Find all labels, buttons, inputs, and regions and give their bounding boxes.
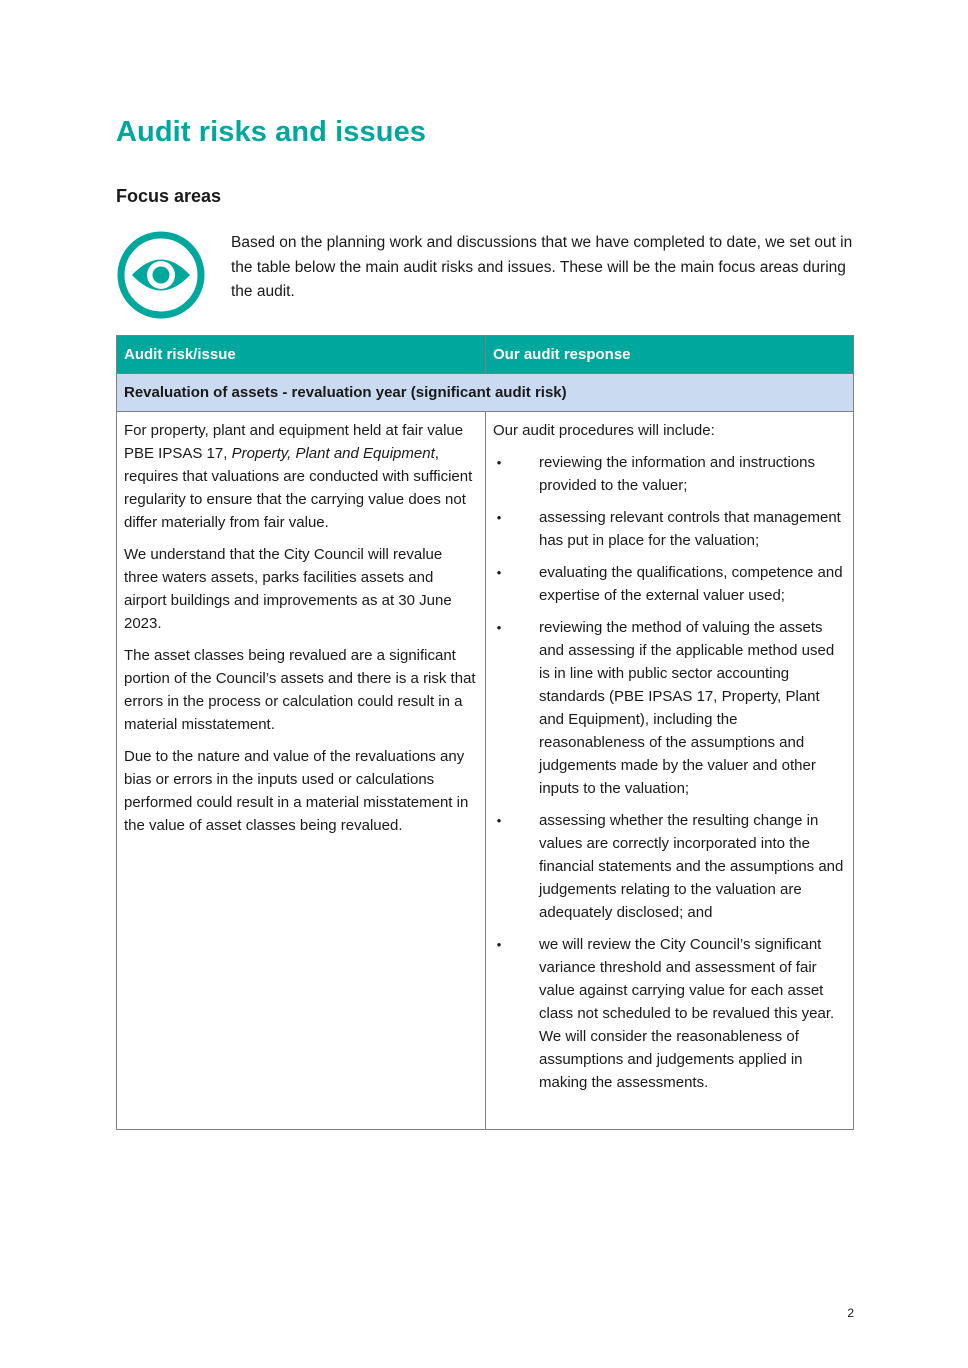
page-number: 2: [847, 1306, 854, 1320]
procedure-text: reviewing the information and instructions provided to the valuer;: [539, 454, 815, 494]
bullet-icon: •: [496, 510, 502, 525]
risk-paragraph: The asset classes being revalued are a significant portion of the Council’s assets and there is a risk that errors in the process or calculation could result in a material misstatement.: [124, 647, 476, 733]
section-heading-focus-areas: Focus areas: [116, 186, 222, 206]
risk-title: Revaluation of assets - revaluation year (significant audit risk): [117, 374, 854, 412]
bullet-icon: •: [496, 565, 502, 580]
standard-title: Property, Plant and Equipment: [231, 445, 435, 462]
risk-paragraph-text: , requires that valuations are conducted with sufficient regularity to ensure that the carrying value does not differ materially from fair value.: [124, 445, 473, 531]
risk-description-cell: [117, 412, 486, 1130]
audit-risks-table: [116, 335, 854, 1130]
column-header-response: Our audit response: [486, 336, 854, 374]
procedure-list: [493, 451, 846, 1094]
bullet-icon: •: [496, 813, 502, 828]
risk-paragraph: [124, 419, 478, 534]
risk-paragraph: Due to the nature and value of the revaluations any bias or errors in the inputs used or calculations performed could result in a material misstatement in the value of asset classes being revalued.: [124, 748, 469, 834]
procedure-text: assessing relevant controls that management has put in place for the valuation;: [539, 509, 841, 549]
page-title: Audit risks and issues: [116, 116, 427, 148]
risk-paragraph-text: For property, plant and equipment held at fair value PBE IPSAS 17,: [124, 422, 464, 462]
table-header-row: [117, 336, 854, 374]
list-item: [493, 451, 846, 497]
list-item: [493, 809, 846, 924]
bullet-icon: •: [496, 620, 502, 635]
response-intro: Our audit procedures will include:: [493, 422, 715, 439]
list-item: [493, 616, 846, 800]
list-item: [493, 933, 846, 1094]
list-item: [493, 506, 846, 552]
bullet-icon: •: [496, 937, 502, 952]
risk-paragraph: We understand that the City Council will revalue three waters assets, parks facilities assets and airport buildings and improvements as at 30 June 2023.: [124, 546, 452, 632]
risk-title-row: [117, 374, 854, 412]
table-row: [117, 412, 854, 1130]
list-item: [493, 561, 846, 607]
procedure-text: we will review the City Council’s significant variance threshold and assessment of fair value against carrying value for each asset class not scheduled to be revalued this year. We will consider the reasonableness of assumptions and judgements applied in making the assessments.: [539, 936, 835, 1091]
eye-icon: [116, 230, 206, 320]
bullet-icon: •: [496, 455, 502, 470]
procedure-text: evaluating the qualifications, competence and expertise of the external valuer used;: [539, 564, 843, 604]
audit-response-cell: [486, 412, 854, 1130]
column-header-risk: Audit risk/issue: [117, 336, 486, 374]
procedure-text: assessing whether the resulting change in values are correctly incorporated into the financial statements and the assumptions and judgements relating to the valuation are adequately disclosed; and: [539, 812, 844, 921]
intro-paragraph: Based on the planning work and discussions that we have completed to date, we set out in the table below the main audit risks and issues. These will be the main focus areas during the audit.: [231, 234, 853, 300]
procedure-text: reviewing the method of valuing the assets and assessing if the applicable method used is in line with public sector accounting standards (PBE IPSAS 17, Property, Plant and Equipment), including the reasonableness of the assumptions and judgements made by the valuer and other inputs to the valuation;: [539, 619, 835, 797]
